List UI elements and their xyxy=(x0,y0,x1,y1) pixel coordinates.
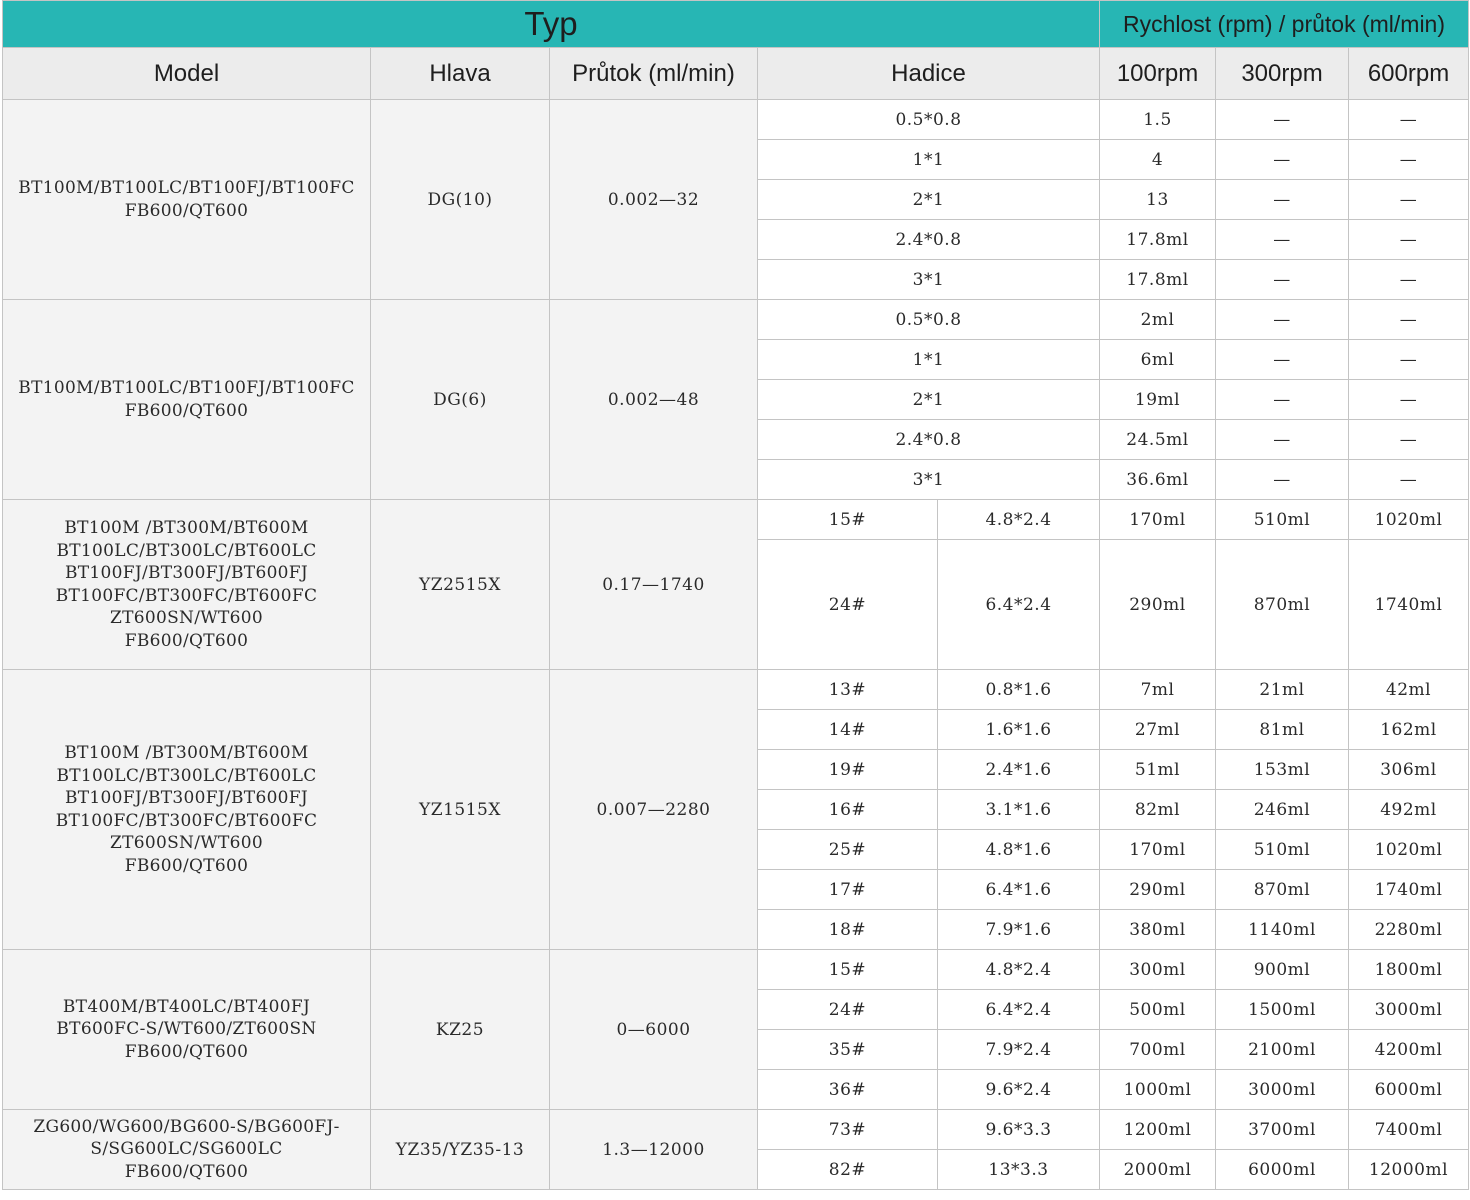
model-line: BT600FC-S/WT600/ZT600SN xyxy=(56,1019,317,1040)
hose-size-cell: 2.4*1.6 xyxy=(938,750,1100,790)
rpm300-cell: 900ml xyxy=(1216,950,1349,990)
column-header-row xyxy=(3,48,1469,100)
rpm600-cell: — xyxy=(1349,180,1469,220)
model-line: FB600/QT600 xyxy=(124,200,249,221)
table-row xyxy=(3,950,1469,990)
rpm300-cell: 2100ml xyxy=(1216,1030,1349,1070)
hlava-cell: YZ2515X xyxy=(371,500,550,670)
rpm600-cell: 492ml xyxy=(1349,790,1469,830)
model-line: BT100M/BT100LC/BT100FJ/BT100FC xyxy=(18,178,355,198)
rpm600-cell: 1020ml xyxy=(1349,830,1469,870)
hlava-cell: YZ35/YZ35-13 xyxy=(371,1110,550,1190)
hose-size-cell: 3*1 xyxy=(758,460,1100,500)
typ-header: Typ xyxy=(3,1,1100,48)
hose-size-cell: 7.9*2.4 xyxy=(938,1030,1100,1070)
rpm600-cell: 6000ml xyxy=(1349,1070,1469,1110)
model-line: BT100LC/BT300LC/BT600LC xyxy=(56,765,317,786)
model-line: BT100M /BT300M/BT600M xyxy=(64,518,309,538)
rpm100-cell: 82ml xyxy=(1100,790,1216,830)
rpm100-cell: 700ml xyxy=(1100,1030,1216,1070)
rpm300-cell: 81ml xyxy=(1216,710,1349,750)
rpm100-cell: 300ml xyxy=(1100,950,1216,990)
hose-size-cell: 3.1*1.6 xyxy=(938,790,1100,830)
model-line: FB600/QT600 xyxy=(124,1041,249,1062)
rpm100-cell: 1000ml xyxy=(1100,1070,1216,1110)
rpm600-cell: — xyxy=(1349,140,1469,180)
rpm100-cell: 27ml xyxy=(1100,710,1216,750)
hose-size-cell: 2*1 xyxy=(758,180,1100,220)
model-line: ZG600/WG600/BG600-S/BG600FJ- xyxy=(33,1116,340,1137)
rpm100-cell: 51ml xyxy=(1100,750,1216,790)
model-line: ZT600SN/WT600 xyxy=(109,833,263,853)
rpm100-cell: 6ml xyxy=(1100,340,1216,380)
hose-size-cell: 9.6*2.4 xyxy=(938,1070,1100,1110)
rpm300-cell: 3700ml xyxy=(1216,1110,1349,1150)
hose-code-cell: 73# xyxy=(758,1110,938,1150)
rpm600-cell: 1020ml xyxy=(1349,500,1469,540)
hose-code-cell: 15# xyxy=(758,500,938,540)
rpm600-cell: — xyxy=(1349,300,1469,340)
hose-size-cell: 2.4*0.8 xyxy=(758,420,1100,460)
rpm300-cell: — xyxy=(1216,180,1349,220)
rpm600-cell: 1740ml xyxy=(1349,540,1469,670)
hose-code-cell: 14# xyxy=(758,710,938,750)
hose-size-cell: 13*3.3 xyxy=(938,1150,1100,1190)
rpm600-cell: — xyxy=(1349,220,1469,260)
rpm100-cell: 13 xyxy=(1100,180,1216,220)
hose-code-cell: 18# xyxy=(758,910,938,950)
rpm100-cell: 24.5ml xyxy=(1100,420,1216,460)
rpm600-cell: 1800ml xyxy=(1349,950,1469,990)
hose-size-cell: 4.8*2.4 xyxy=(938,500,1100,540)
hose-code-cell: 17# xyxy=(758,870,938,910)
rpm600-cell: — xyxy=(1349,100,1469,140)
model-cell xyxy=(3,1110,371,1190)
hose-code-cell: 35# xyxy=(758,1030,938,1070)
hose-code-cell: 36# xyxy=(758,1070,938,1110)
rpm300-cell: 6000ml xyxy=(1216,1150,1349,1190)
prutok-cell: 1.3—12000 xyxy=(550,1110,758,1190)
model-line: BT100FC/BT300FC/BT600FC xyxy=(55,810,318,831)
rpm300-cell: 3000ml xyxy=(1216,1070,1349,1110)
hlava-cell: DG(6) xyxy=(371,300,550,500)
rpm100-cell: 17.8ml xyxy=(1100,260,1216,300)
rpm600-cell: 306ml xyxy=(1349,750,1469,790)
model-cell xyxy=(3,670,371,950)
hose-size-cell: 3*1 xyxy=(758,260,1100,300)
hose-size-cell: 7.9*1.6 xyxy=(938,910,1100,950)
rpm100-cell: 19ml xyxy=(1100,380,1216,420)
rpm100-cell: 1200ml xyxy=(1100,1110,1216,1150)
hose-code-cell: 82# xyxy=(758,1150,938,1190)
table-body xyxy=(3,100,1469,1190)
rpm600-cell: — xyxy=(1349,340,1469,380)
model-line: S/SG600LC/SG600LC xyxy=(90,1139,283,1160)
model-line: BT100FJ/BT300FJ/BT600FJ xyxy=(64,563,309,583)
table-row xyxy=(3,300,1469,340)
rpm100-cell: 2ml xyxy=(1100,300,1216,340)
prutok-cell: 0.17—1740 xyxy=(550,500,758,670)
rpm300-cell: 21ml xyxy=(1216,670,1349,710)
hose-code-cell: 24# xyxy=(758,990,938,1030)
hose-code-cell: 19# xyxy=(758,750,938,790)
hose-size-cell: 0.5*0.8 xyxy=(758,300,1100,340)
table-row xyxy=(3,1110,1469,1150)
model-line: BT100M /BT300M/BT600M xyxy=(64,743,309,763)
prutok-cell: 0—6000 xyxy=(550,950,758,1110)
rpm600-cell: 7400ml xyxy=(1349,1110,1469,1150)
prutok-header: Průtok (ml/min) xyxy=(550,48,758,100)
rpm600-cell: 4200ml xyxy=(1349,1030,1469,1070)
table-row xyxy=(3,670,1469,710)
hose-size-cell: 1*1 xyxy=(758,340,1100,380)
model-line: FB600/QT600 xyxy=(124,400,249,421)
top-header-row xyxy=(3,1,1469,48)
rpm300-cell: 246ml xyxy=(1216,790,1349,830)
rpm100-cell: 4 xyxy=(1100,140,1216,180)
hose-size-cell: 2*1 xyxy=(758,380,1100,420)
hose-code-cell: 13# xyxy=(758,670,938,710)
rpm300-cell: — xyxy=(1216,100,1349,140)
rpm300-cell: — xyxy=(1216,420,1349,460)
model-line: ZT600SN/WT600 xyxy=(109,608,263,628)
rpm100-cell: 380ml xyxy=(1100,910,1216,950)
model-line: BT100M/BT100LC/BT100FJ/BT100FC xyxy=(18,378,355,398)
rpm600-cell: 12000ml xyxy=(1349,1150,1469,1190)
rpm600-cell: — xyxy=(1349,380,1469,420)
hose-size-cell: 6.4*2.4 xyxy=(938,990,1100,1030)
hose-code-cell: 25# xyxy=(758,830,938,870)
hose-size-cell: 1.6*1.6 xyxy=(938,710,1100,750)
hadice-header: Hadice xyxy=(758,48,1100,100)
hose-code-cell: 16# xyxy=(758,790,938,830)
rpm100-cell: 2000ml xyxy=(1100,1150,1216,1190)
table-row xyxy=(3,100,1469,140)
prutok-cell: 0.002—48 xyxy=(550,300,758,500)
rpm300-cell: — xyxy=(1216,340,1349,380)
hlava-header: Hlava xyxy=(371,48,550,100)
rpm600-cell: — xyxy=(1349,260,1469,300)
model-line: FB600/QT600 xyxy=(124,1161,249,1182)
model-cell xyxy=(3,500,371,670)
hose-size-cell: 6.4*2.4 xyxy=(938,540,1100,670)
rpm300-cell: — xyxy=(1216,380,1349,420)
rpm100-cell: 290ml xyxy=(1100,870,1216,910)
rpm300-header: 300rpm xyxy=(1216,48,1349,100)
model-line: FB600/QT600 xyxy=(124,630,249,651)
rpm100-cell: 1.5 xyxy=(1100,100,1216,140)
rpm600-header: 600rpm xyxy=(1349,48,1469,100)
model-line: FB600/QT600 xyxy=(124,855,249,876)
model-cell xyxy=(3,950,371,1110)
rpm100-cell: 170ml xyxy=(1100,830,1216,870)
rpm300-cell: 870ml xyxy=(1216,540,1349,670)
table-row xyxy=(3,500,1469,540)
rpm300-cell: 510ml xyxy=(1216,500,1349,540)
rpm600-cell: 3000ml xyxy=(1349,990,1469,1030)
rpm100-cell: 7ml xyxy=(1100,670,1216,710)
hose-size-cell: 2.4*0.8 xyxy=(758,220,1100,260)
model-line: BT100LC/BT300LC/BT600LC xyxy=(56,540,317,561)
hlava-cell: DG(10) xyxy=(371,100,550,300)
rpm100-cell: 290ml xyxy=(1100,540,1216,670)
rpm300-cell: 153ml xyxy=(1216,750,1349,790)
rpm600-cell: 1740ml xyxy=(1349,870,1469,910)
rpm600-cell: 2280ml xyxy=(1349,910,1469,950)
hose-size-cell: 4.8*2.4 xyxy=(938,950,1100,990)
rpm600-cell: — xyxy=(1349,420,1469,460)
rpm300-cell: — xyxy=(1216,460,1349,500)
hose-size-cell: 9.6*3.3 xyxy=(938,1110,1100,1150)
model-line: BT100FJ/BT300FJ/BT600FJ xyxy=(64,788,309,808)
rpm100-cell: 170ml xyxy=(1100,500,1216,540)
hlava-cell: KZ25 xyxy=(371,950,550,1110)
pump-spec-table xyxy=(2,0,1469,1190)
hose-size-cell: 6.4*1.6 xyxy=(938,870,1100,910)
rpm100-cell: 500ml xyxy=(1100,990,1216,1030)
hose-size-cell: 1*1 xyxy=(758,140,1100,180)
hose-size-cell: 0.5*0.8 xyxy=(758,100,1100,140)
rpm300-cell: 870ml xyxy=(1216,870,1349,910)
hose-size-cell: 4.8*1.6 xyxy=(938,830,1100,870)
rpm300-cell: — xyxy=(1216,260,1349,300)
rpm600-cell: — xyxy=(1349,460,1469,500)
rpm100-cell: 36.6ml xyxy=(1100,460,1216,500)
hlava-cell: YZ1515X xyxy=(371,670,550,950)
rpm300-cell: — xyxy=(1216,300,1349,340)
model-header: Model xyxy=(3,48,371,100)
rpm300-cell: — xyxy=(1216,220,1349,260)
rpm300-cell: 1140ml xyxy=(1216,910,1349,950)
hose-size-cell: 0.8*1.6 xyxy=(938,670,1100,710)
rpm600-cell: 42ml xyxy=(1349,670,1469,710)
rpm300-cell: 1500ml xyxy=(1216,990,1349,1030)
rpm300-cell: 510ml xyxy=(1216,830,1349,870)
prutok-cell: 0.002—32 xyxy=(550,100,758,300)
rpm100-cell: 17.8ml xyxy=(1100,220,1216,260)
rpm300-cell: — xyxy=(1216,140,1349,180)
rychlost-header: Rychlost (rpm) / průtok (ml/min) xyxy=(1100,1,1469,48)
hose-code-cell: 15# xyxy=(758,950,938,990)
hose-code-cell: 24# xyxy=(758,540,938,670)
model-cell xyxy=(3,300,371,500)
model-cell xyxy=(3,100,371,300)
model-line: BT400M/BT400LC/BT400FJ xyxy=(62,996,311,1017)
model-line: BT100FC/BT300FC/BT600FC xyxy=(55,585,318,606)
prutok-cell: 0.007—2280 xyxy=(550,670,758,950)
rpm600-cell: 162ml xyxy=(1349,710,1469,750)
rpm100-header: 100rpm xyxy=(1100,48,1216,100)
